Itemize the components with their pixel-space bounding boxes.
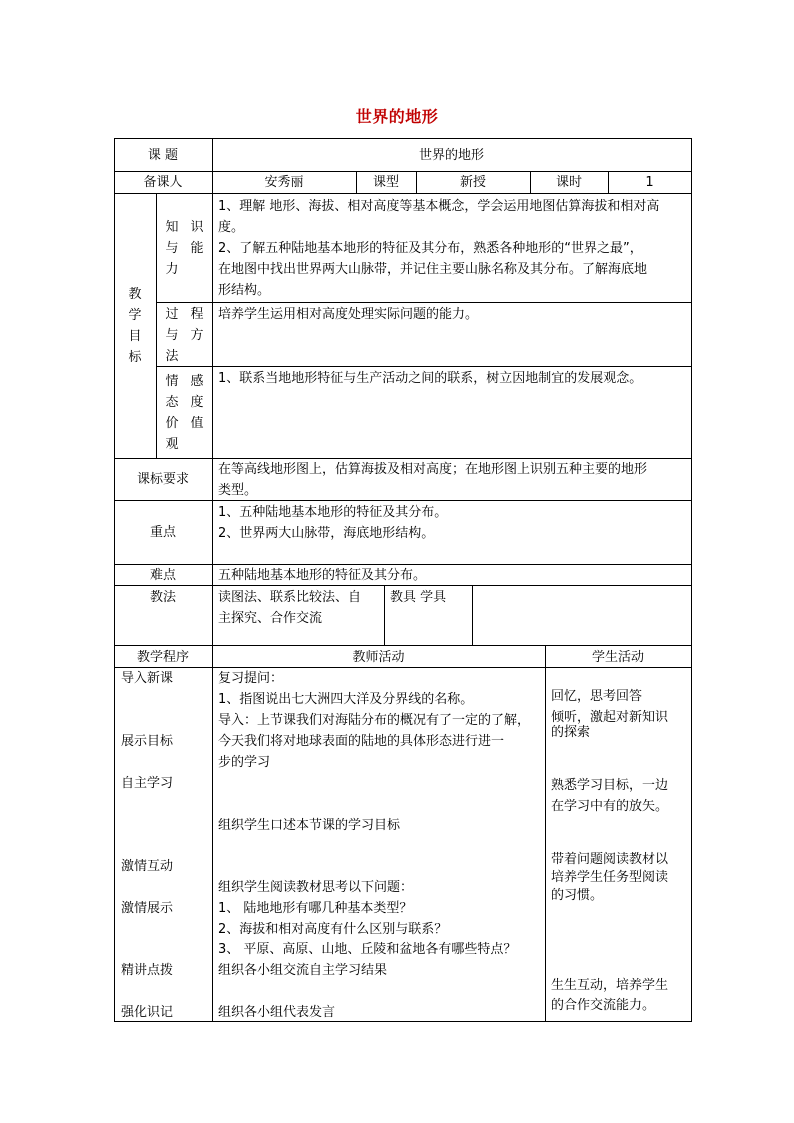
goals-label-char: 标 bbox=[128, 350, 142, 365]
teacher-activity-line: 复习提问： bbox=[218, 671, 284, 686]
goals-label-char: 教 bbox=[128, 287, 142, 302]
knowledge-label-char: 力 bbox=[165, 262, 179, 277]
process-text: 培养学生运用相对高度处理实际问题的能力。 bbox=[218, 307, 479, 322]
topic-label: 课 题 bbox=[147, 148, 179, 163]
procedure-step: 展示目标 bbox=[121, 734, 174, 749]
student-activity-line: 培养学生任务型阅读 bbox=[551, 870, 669, 885]
methods-line: 读图法、联系比较法、自 bbox=[218, 590, 362, 605]
lesson-type-value: 新授 bbox=[459, 175, 486, 190]
emotion-label-char: 情 bbox=[165, 374, 179, 389]
process-label-char: 程 bbox=[190, 307, 204, 322]
knowledge-label-char: 与 bbox=[165, 241, 179, 256]
procedure-step: 激情互动 bbox=[121, 859, 174, 874]
key-point-line: 1、五种陆地基本地形的特征及其分布。 bbox=[218, 505, 448, 520]
knowledge-line: 度。 bbox=[218, 220, 245, 235]
teacher-activity-line: 2、海拔和相对高度有什么区别与联系？ bbox=[218, 922, 448, 937]
teacher-activity-line: 组织学生口述本节课的学习目标 bbox=[218, 818, 401, 833]
preparer-label: 备课人 bbox=[143, 175, 183, 190]
goals-label-char: 学 bbox=[128, 308, 142, 323]
document-title: 世界的地形 bbox=[355, 107, 439, 126]
process-label-char: 法 bbox=[165, 349, 179, 364]
knowledge-label-char: 识 bbox=[190, 220, 204, 235]
knowledge-line: 1、理解 地形、海拔、相对高度等基本概念，学会运用地图估算海拔和相对高 bbox=[218, 199, 660, 214]
process-label-char: 过 bbox=[165, 307, 179, 322]
key-points-label: 重点 bbox=[149, 525, 176, 540]
process-label-char: 与 bbox=[165, 328, 179, 343]
teacher-activity-header: 教师活动 bbox=[352, 650, 405, 665]
emotion-label-char: 度 bbox=[190, 395, 204, 410]
knowledge-label-char: 能 bbox=[190, 241, 204, 256]
knowledge-line: 2、了解五种陆地基本地形的特征及其分布，熟悉各种地形的“世界之最”， bbox=[218, 241, 643, 256]
student-activity-line: 熟悉学习目标，一边 bbox=[551, 778, 669, 793]
procedure-step: 激情展示 bbox=[121, 901, 174, 916]
knowledge-label-char: 知 bbox=[165, 220, 179, 235]
difficulty-label: 难点 bbox=[149, 568, 176, 583]
topic-value: 世界的地形 bbox=[418, 148, 484, 163]
standard-label: 课标要求 bbox=[136, 472, 189, 487]
student-activity-header: 学生活动 bbox=[591, 650, 644, 665]
procedure-step: 精讲点拨 bbox=[121, 963, 174, 978]
methods-label: 教法 bbox=[149, 590, 176, 605]
student-activity-line: 回忆，思考回答 bbox=[551, 689, 643, 704]
standard-line: 在等高线地形图上，估算海拔及相对高度；在地形图上识别五种主要的地形 bbox=[218, 462, 648, 477]
procedure-steps-header: 教学程序 bbox=[136, 650, 189, 665]
hours-label: 课时 bbox=[555, 175, 582, 190]
methods-line: 主探究、合作交流 bbox=[218, 611, 323, 626]
student-activity-line: 带着问题阅读教材以 bbox=[551, 852, 669, 867]
teacher-activity-line: 3、 平原、高原、山地、丘陵和盆地各有哪些特点？ bbox=[218, 942, 517, 957]
student-activity-line: 的习惯。 bbox=[551, 888, 604, 903]
teacher-activity-line: 组织学生阅读教材思考以下问题： bbox=[218, 880, 414, 895]
tools-label: 教具 学具 bbox=[390, 590, 447, 605]
student-activity-line: 生生互动，培养学生 bbox=[551, 978, 669, 993]
standard-line: 类型。 bbox=[218, 483, 258, 498]
hours-value: 1 bbox=[645, 175, 654, 190]
teacher-activity-line: 导入：上节课我们对海陆分布的概况有了一定的了解， bbox=[218, 713, 531, 728]
student-activity-line: 在学习中有的放矢。 bbox=[551, 799, 669, 814]
procedure-step: 自主学习 bbox=[121, 776, 174, 791]
emotion-label-char: 值 bbox=[190, 416, 204, 431]
knowledge-line: 形结构。 bbox=[218, 283, 271, 298]
emotion-text: 1、联系当地地形特征与生产活动之间的联系，树立因地制宜的发展观念。 bbox=[218, 371, 643, 386]
teacher-activity-line: 1、 陆地地形有哪几种基本类型？ bbox=[218, 901, 413, 916]
teacher-activity-line: 步的学习 bbox=[218, 755, 271, 770]
teacher-activity-line: 今天我们将对地球表面的陆地的具体形态进行进一 bbox=[218, 734, 505, 749]
student-activity-line: 的合作交流能力。 bbox=[551, 998, 656, 1013]
knowledge-line: 在地图中找出世界两大山脉带，并记住主要山脉名称及其分布。了解海底地 bbox=[218, 262, 648, 277]
teacher-activity-line: 1、指图说出七大洲四大洋及分界线的名称。 bbox=[218, 692, 474, 707]
emotion-label-char: 态 bbox=[165, 395, 179, 410]
procedure-step: 导入新课 bbox=[121, 671, 174, 686]
student-activity-line: 倾听，激起对新知识 bbox=[551, 710, 669, 725]
key-point-line: 2、世界两大山脉带，海底地形结构。 bbox=[218, 526, 435, 541]
preparer-value: 安秀丽 bbox=[264, 175, 304, 190]
goals-label-char: 目 bbox=[128, 329, 142, 344]
difficulty-text: 五种陆地基本地形的特征及其分布。 bbox=[218, 568, 427, 583]
emotion-label-char: 观 bbox=[165, 437, 179, 452]
emotion-label-char: 感 bbox=[190, 374, 204, 389]
procedure-step: 强化识记 bbox=[121, 1005, 174, 1020]
lesson-type-label: 课型 bbox=[372, 175, 399, 190]
student-activity-line: 的探索 bbox=[551, 725, 591, 740]
process-label-char: 方 bbox=[190, 328, 204, 343]
teacher-activity-line: 组织各小组交流自主学习结果 bbox=[218, 963, 388, 978]
teacher-activity-line: 组织各小组代表发言 bbox=[218, 1005, 336, 1020]
emotion-label-char: 价 bbox=[165, 416, 179, 431]
